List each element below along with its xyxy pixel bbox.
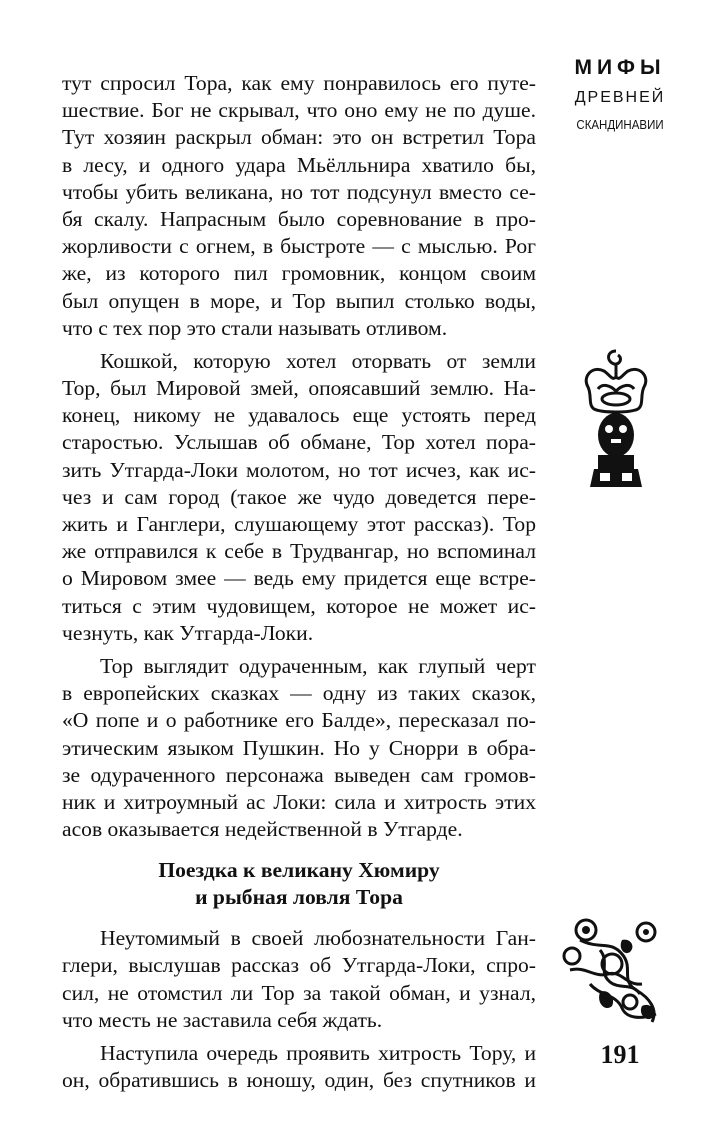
text-line: шествие. Бог не скрывал, что оно ему не по душе.: [62, 98, 536, 123]
body-text: [62, 70, 536, 1094]
text-line: этическим языком Пушкин. Но у Снорри в обра-: [62, 735, 536, 760]
paragraph-5: [62, 1040, 536, 1094]
text-line: чтобы убить великана, но тот подсунул вместо се-: [62, 179, 536, 204]
running-head-subtitle-2: СКАНДИНАВИИ: [576, 118, 664, 132]
text-line: был опущен в море, и Тор выпил столько воды,: [62, 288, 536, 313]
running-head-title: МИФЫ: [574, 56, 666, 79]
text-line: он, обратившись в юношу, один, без спутников и: [62, 1068, 536, 1093]
text-line: Тор, был Мировой змей, опоясавший землю. На-: [62, 376, 536, 401]
text-line: старостью. Услышав об обмане, Тор хотел пора-: [62, 430, 536, 455]
section-heading: [62, 857, 536, 911]
text-line: титься с этим чудовищем, которое не может ис-: [62, 593, 536, 618]
text-line: зить Утгарда-Локи молотом, но тот исчез, как ис-: [62, 457, 536, 482]
text-line: асов оказывается недейственной в Утгарде.: [62, 817, 463, 842]
text-line: жорливости с огнем, в быстроте — с мыслью. Рог: [62, 234, 536, 259]
text-line: же отправился к себе в Трудвангар, но вспоминал: [62, 539, 536, 564]
text-line: что с тех пор это стали называть отливом.: [62, 315, 448, 340]
paragraph-2: [62, 348, 536, 647]
knotwork-ornament-icon: [560, 910, 668, 1028]
text-line: в лесу, и одного удара Мьёлльнира хватило бы,: [62, 152, 536, 177]
text-line: Неутомимый в своей любознательности Ган-: [100, 926, 536, 951]
text-line: бя скалу. Напрасным было соревнование в про-: [62, 206, 536, 231]
amulet-illustration-icon: [578, 347, 654, 497]
text-line: «О попе и о работнике его Балде», пересказал по-: [62, 708, 536, 733]
text-line: зе одураченного персонажа выведен сам громов-: [62, 762, 536, 787]
section-heading-line-2: и рыбная ловля Тора: [195, 885, 403, 910]
paragraph-3: [62, 653, 536, 843]
text-line: что месть не заставила себя ждать.: [62, 1007, 383, 1032]
text-line: же, из которого пил громовник, концом своим: [62, 261, 536, 286]
text-line: чезнуть, как Утгарда-Локи.: [62, 620, 314, 645]
paragraph-4: [62, 925, 536, 1034]
paragraph-1: [62, 70, 536, 342]
text-line: чез и сам город (такое же чудо доведется пере-: [62, 484, 536, 509]
text-line: конец, никому не удавалось еще устоять перед: [62, 403, 536, 428]
text-line: Тут хозяин раскрыл обман: это он встретил Тора: [62, 125, 536, 150]
text-line: сил, не отомстил ли Тор за такой обман, и узнал,: [62, 980, 536, 1005]
text-line: ник и хитроумный ас Локи: сила и хитрость этих: [62, 789, 536, 814]
section-heading-line-1: Поездка к великану Хюмиру: [158, 858, 440, 883]
text-line: Кошкой, которую хотел оторвать от земли: [100, 348, 536, 373]
page-number: 191: [600, 1040, 640, 1069]
text-line: жить и Ганглери, слушающему этот рассказ). Тор: [62, 512, 536, 536]
text-line: глери, выслушав рассказ об Утгарда-Локи, спро-: [62, 953, 536, 978]
text-line: о Мировом змее — ведь ему придется еще встре-: [62, 566, 536, 591]
text-line: в европейских сказках — одну из таких сказок,: [62, 681, 536, 706]
running-head-subtitle: ДРЕВНЕЙ: [574, 89, 666, 106]
text-line: тут спросил Тора, как ему понравилось его путе-: [62, 71, 536, 95]
text-line: Тор выглядит одураченным, как глупый черт: [100, 653, 536, 678]
text-line: Наступила очередь проявить хитрость Тору, и: [100, 1041, 536, 1065]
